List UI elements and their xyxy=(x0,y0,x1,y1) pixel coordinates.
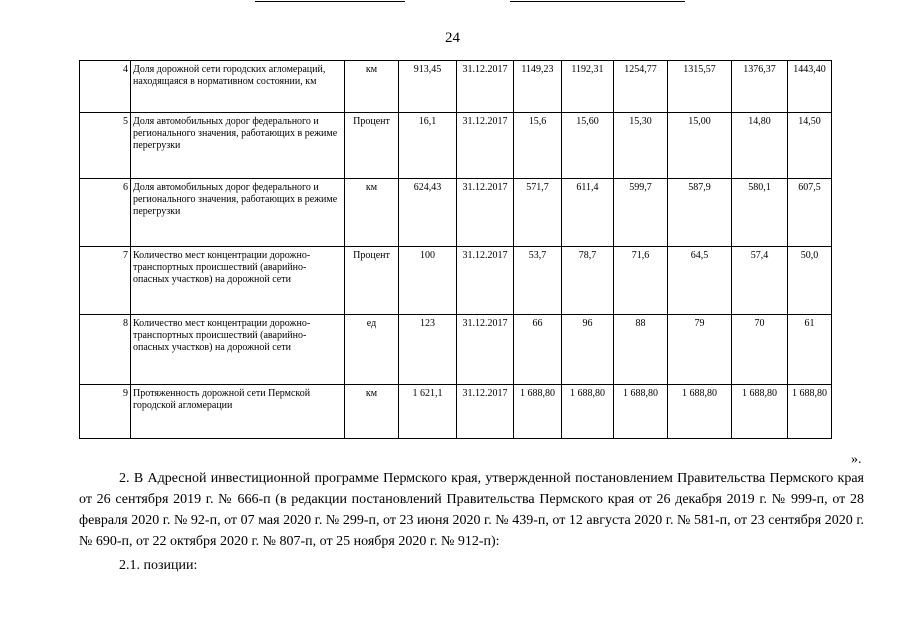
value-cell: 611,4 xyxy=(562,179,614,247)
value-cell: 587,9 xyxy=(668,179,732,247)
base-value-cell: 1 621,1 xyxy=(399,385,457,439)
value-cell: 15,00 xyxy=(668,113,732,179)
value-cell: 1 688,80 xyxy=(562,385,614,439)
value-cell: 88 xyxy=(614,315,668,385)
value-cell: 66 xyxy=(514,315,562,385)
value-cell: 96 xyxy=(562,315,614,385)
value-cell: 1254,77 xyxy=(614,61,668,113)
unit-cell: Процент xyxy=(345,247,399,315)
value-cell: 1376,37 xyxy=(732,61,788,113)
row-number-cell: 4 xyxy=(80,61,131,113)
value-cell: 78,7 xyxy=(562,247,614,315)
value-cell: 53,7 xyxy=(514,247,562,315)
indicators-table xyxy=(79,60,832,439)
value-cell: 14,80 xyxy=(732,113,788,179)
unit-cell: км xyxy=(345,61,399,113)
top-rule-left xyxy=(255,1,405,2)
closing-quote: ». xyxy=(851,452,862,467)
row-number-cell: 6 xyxy=(80,179,131,247)
value-cell: 1 688,80 xyxy=(514,385,562,439)
base-date-cell: 31.12.2017 xyxy=(457,179,514,247)
base-date-cell: 31.12.2017 xyxy=(457,113,514,179)
indicator-name-cell: Доля автомобильных дорог федерального и регионального значения, работающих в режиме перегрузки xyxy=(131,113,345,179)
value-cell: 1 688,80 xyxy=(668,385,732,439)
base-value-cell: 100 xyxy=(399,247,457,315)
indicator-name-cell: Доля автомобильных дорог федерального и регионального значения, работающих в режиме перегрузки xyxy=(131,179,345,247)
value-cell: 1 688,80 xyxy=(788,385,832,439)
unit-cell: Процент xyxy=(345,113,399,179)
table-row xyxy=(80,247,832,315)
value-cell: 607,5 xyxy=(788,179,832,247)
value-cell: 571,7 xyxy=(514,179,562,247)
unit-cell: км xyxy=(345,385,399,439)
row-number-cell: 7 xyxy=(80,247,131,315)
base-date-cell: 31.12.2017 xyxy=(457,385,514,439)
row-number-cell: 8 xyxy=(80,315,131,385)
value-cell: 14,50 xyxy=(788,113,832,179)
table-row xyxy=(80,61,832,113)
value-cell: 71,6 xyxy=(614,247,668,315)
base-value-cell: 624,43 xyxy=(399,179,457,247)
top-rule-right xyxy=(510,1,685,2)
value-cell: 1 688,80 xyxy=(614,385,668,439)
base-date-cell: 31.12.2017 xyxy=(457,247,514,315)
row-number-cell: 9 xyxy=(80,385,131,439)
table-row xyxy=(80,113,832,179)
base-value-cell: 16,1 xyxy=(399,113,457,179)
table-row xyxy=(80,385,832,439)
value-cell: 599,7 xyxy=(614,179,668,247)
amendment-paragraph: 2. В Адресной инвестиционной программе Пермского края, утвержденной постановлением Правительства Пермского края от 26 сентября 2019 г. № 666-п (в редакции постановлений Правительства Пермского края от 26 декабря 2019 г. № 999-п, от 28 февраля 2020 г. № 92-п, от 07 мая 2020 г. № 299-п, от 23 июня 2020 г. № 439-п, от 12 августа 2020 г. № 581-п, от 23 сентября 2020 г. № 690-п, от 22 октября 2020 г. № 807-п, от 25 ноября 2020 г. № 912-п): xyxy=(79,471,864,549)
table-row xyxy=(80,179,832,247)
value-cell: 15,6 xyxy=(514,113,562,179)
indicator-name-cell: Количество мест концентрации дорожно-транспортных происшествий (аварийно-опасных участков) на дорожной сети xyxy=(131,315,345,385)
indicator-name-cell: Доля дорожной сети городских агломераций, находящаяся в нормативном состоянии, км xyxy=(131,61,345,113)
row-number-cell: 5 xyxy=(80,113,131,179)
value-cell: 1315,57 xyxy=(668,61,732,113)
page-number: 24 xyxy=(445,30,460,46)
base-value-cell: 123 xyxy=(399,315,457,385)
value-cell: 15,30 xyxy=(614,113,668,179)
value-cell: 79 xyxy=(668,315,732,385)
value-cell: 64,5 xyxy=(668,247,732,315)
value-cell: 15,60 xyxy=(562,113,614,179)
value-cell: 1192,31 xyxy=(562,61,614,113)
unit-cell: ед xyxy=(345,315,399,385)
value-cell: 1149,23 xyxy=(514,61,562,113)
base-value-cell: 913,45 xyxy=(399,61,457,113)
value-cell: 57,4 xyxy=(732,247,788,315)
base-date-cell: 31.12.2017 xyxy=(457,315,514,385)
value-cell: 50,0 xyxy=(788,247,832,315)
value-cell: 61 xyxy=(788,315,832,385)
value-cell: 1 688,80 xyxy=(732,385,788,439)
value-cell: 70 xyxy=(732,315,788,385)
base-date-cell: 31.12.2017 xyxy=(457,61,514,113)
indicator-name-cell: Количество мест концентрации дорожно-транспортных происшествий (аварийно-опасных участков) на дорожной сети xyxy=(131,247,345,315)
table-row xyxy=(80,315,832,385)
value-cell: 1443,40 xyxy=(788,61,832,113)
value-cell: 580,1 xyxy=(732,179,788,247)
unit-cell: км xyxy=(345,179,399,247)
positions-paragraph: 2.1. позиции: xyxy=(119,558,198,573)
indicator-name-cell: Протяженность дорожной сети Пермской городской агломерации xyxy=(131,385,345,439)
